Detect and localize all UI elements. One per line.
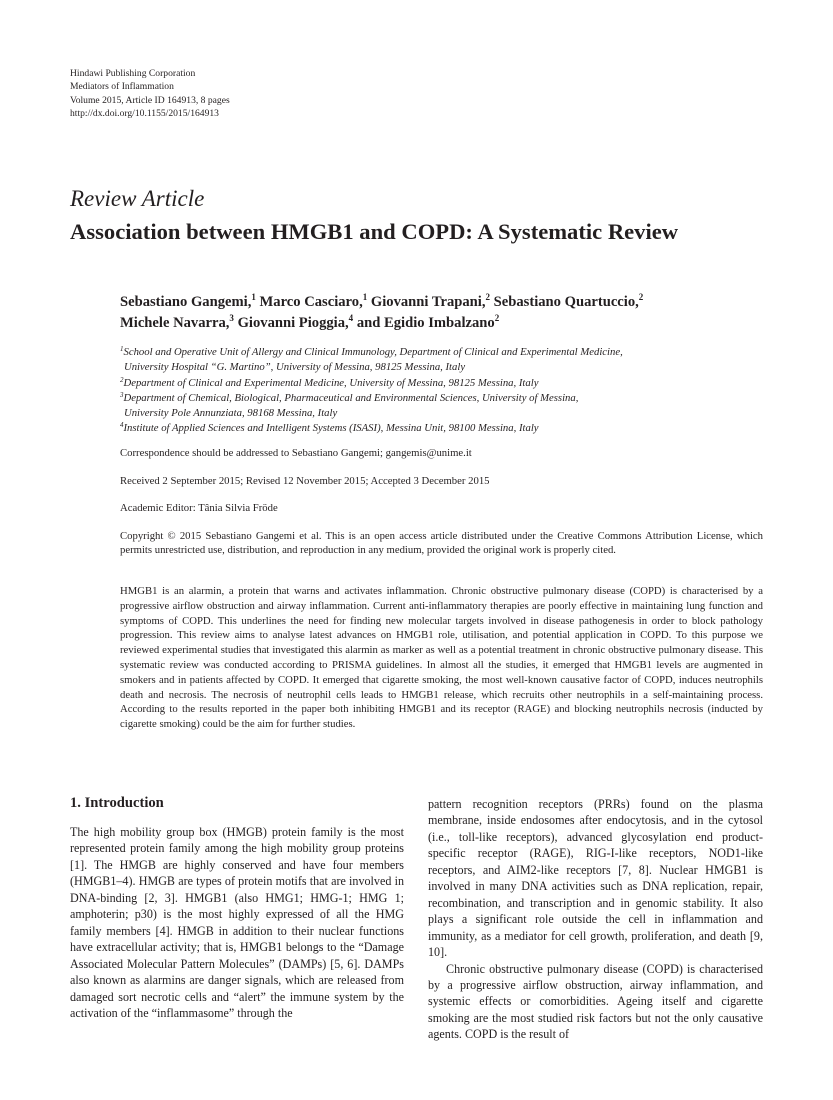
author-affiliation-mark: 2 (494, 313, 500, 323)
article-type: Review Article (70, 186, 205, 211)
affiliation-4 (120, 421, 770, 436)
affiliation-3 (120, 391, 770, 406)
body-paragraph: pattern recognition receptors (PRRs) found on the plasma membrane, inside endosomes after endocytosis, and in the cytosol (i.e., toll-like receptors), advanced glycosylation end product-specific receptor (RAGE), RIG-I-like receptors, NOD1-like receptors, and AIM2-like receptors [7, 8]. Nuclear HMGB1 is involved in many DNA activities such as DNA replication, repair, recombination, and transcription and in genomic stability. It also plays a significant role outside the cell in inflammation and immunity, as a mediator for cell growth, proliferation, and death [9, 10]. (428, 797, 763, 960)
author-line-2 (120, 313, 760, 334)
section-heading: 1. Introduction (70, 795, 164, 811)
author-affiliation-mark: 1 (251, 292, 256, 302)
affiliation-text: Department of Chemical, Biological, Pharmaceutical and Environmental Sciences, University of Messina, (123, 391, 579, 404)
author-name: Michele Navarra, (120, 315, 230, 331)
author-affiliation-mark: 4 (348, 313, 354, 323)
affiliation-list (120, 345, 770, 437)
abstract-text: HMGB1 is an alarmin, a protein that warns and activates inflammation. Chronic obstructive pulmonary disease (COPD) is characterised by a progressive airflow obstruction and airway inflammation. Current anti-inflammatory therapies are poorly effective in maintaining lung function and symptoms of COPD. This underlines the need for finding new molecular targets involved in disease pathogenesis in order to block pathology progression. This review aims to analyse latest advances on HMGB1 role, utilisation, and potential application in COPD. To this purpose we reviewed experimental studies that investigated this alarmin as marker as well as a potential treatment in chronic obstructive pulmonary disease. This systematic review was conducted according to PRISMA guidelines. In almost all the studies, it emerged that HMGB1 levels are augmented in smokers and in patients affected by COPD. It emerged that cigarette smoking, the most well-known causative factor of COPD, induces neutrophils death and necrosis. The necrosis of neutrophil cells leads to HMGB1 release, which recruits other neutrophils in a self-maintaining process. According to the results reported in the paper both inhibiting HMGB1 and its receptor (RAGE) and blocking neutrophils necrosis (inducted by cigarette smoking) could be the aim for further studies. (120, 585, 763, 731)
author-affiliation-mark: 2 (638, 292, 644, 302)
affiliation-number: 3 (120, 390, 124, 399)
affiliation-text: School and Operative Unit of Allergy and Clinical Immunology, Department of Clinical and Experimental Medicine, (123, 346, 623, 358)
volume-info: Volume 2015, Article ID 164913, 8 pages (70, 94, 230, 106)
affiliation-2 (120, 376, 770, 391)
journal-header (70, 67, 230, 121)
affiliation-number: 1 (120, 345, 124, 353)
copyright-notice: Copyright © 2015 Sebastiano Gangemi et al. This is an open access article distributed under the Creative Commons Attribution License, which permits unrestricted use, distribution, and reproduction in any medium, provided the original work is properly cited. (120, 530, 763, 557)
academic-editor: Academic Editor: Tânia Silvia Fröde (120, 502, 278, 514)
correspondence-note: Correspondence should be addressed to Sebastiano Gangemi; gangemis@unime.it (120, 447, 472, 459)
affiliation-text: Institute of Applied Sciences and Intelligent Systems (ISASI), Messina Unit, 98100 Messina, Italy (123, 422, 539, 435)
article-title: Association between HMGB1 and COPD: A Systematic Review (70, 219, 679, 244)
author-name: Sebastiano Quartuccio, (490, 294, 639, 310)
affiliation-number: 4 (120, 421, 124, 430)
left-column (70, 824, 404, 1021)
author-affiliation-mark: 2 (485, 292, 490, 302)
submission-dates: Received 2 September 2015; Revised 12 November 2015; Accepted 3 December 2015 (120, 475, 490, 487)
affiliation-3-continued: University Pole Annunziata, 98168 Messina, Italy (124, 407, 338, 420)
body-paragraph: The high mobility group box (HMGB) protein family is the most represented protein family among the high mobility group proteins [1]. The HMGB are highly conserved and have four members (HMGB1–4). HMGB are types of protein motifs that are involved in DNA-binding [2, 3]. HMGB1 (also HMG1; HMG-1; HMG 1; amphoterin; p30) is the most highly expressed of all the HMG family members [4]. HMGB in addition to their nuclear functions have extracellular activity; that is, HMGB1 belongs to the “Damage Associated Molecular Pattern Molecules” (DAMPs) [5, 6]. DAMPs also known as alarmins are danger signals, which are released from damaged sort necrotic cells and “alert” the immune system by the activation of the “inflammasome” through the (70, 825, 404, 1020)
author-name: Giovanni Pioggia, (233, 315, 349, 331)
author-name: Giovanni Trapani, (367, 294, 486, 310)
author-name: and Egidio Imbalzano (353, 315, 495, 331)
affiliation-1-continued: University Hospital “G. Martino”, University of Messina, 98125 Messina, Italy (124, 361, 466, 374)
publisher-name: Hindawi Publishing Corporation (70, 68, 196, 79)
affiliation-number: 2 (120, 375, 124, 384)
author-name: Marco Casciaro, (255, 294, 363, 310)
author-list (120, 292, 760, 334)
right-column (428, 796, 763, 1043)
author-line-1 (120, 292, 760, 313)
author-name: Sebastiano Gangemi, (120, 294, 252, 310)
affiliation-text: Department of Clinical and Experimental Medicine, University of Messina, 98125 Messina, Italy (123, 376, 539, 389)
affiliation-1 (120, 345, 770, 360)
author-affiliation-mark: 3 (229, 313, 234, 323)
author-affiliation-mark: 1 (362, 292, 368, 302)
journal-name: Mediators of Inflammation (70, 81, 174, 93)
doi-link[interactable]: http://dx.doi.org/10.1155/2015/164913 (70, 108, 219, 120)
body-paragraph: Chronic obstructive pulmonary disease (COPD) is characterised by a progressive airflow obstruction, airway inflammation, and systemic effects or comorbidities. Ageing itself and cigarette smoking are the most studied risk factors but not the only causative agents. COPD is the result of (428, 961, 763, 1042)
